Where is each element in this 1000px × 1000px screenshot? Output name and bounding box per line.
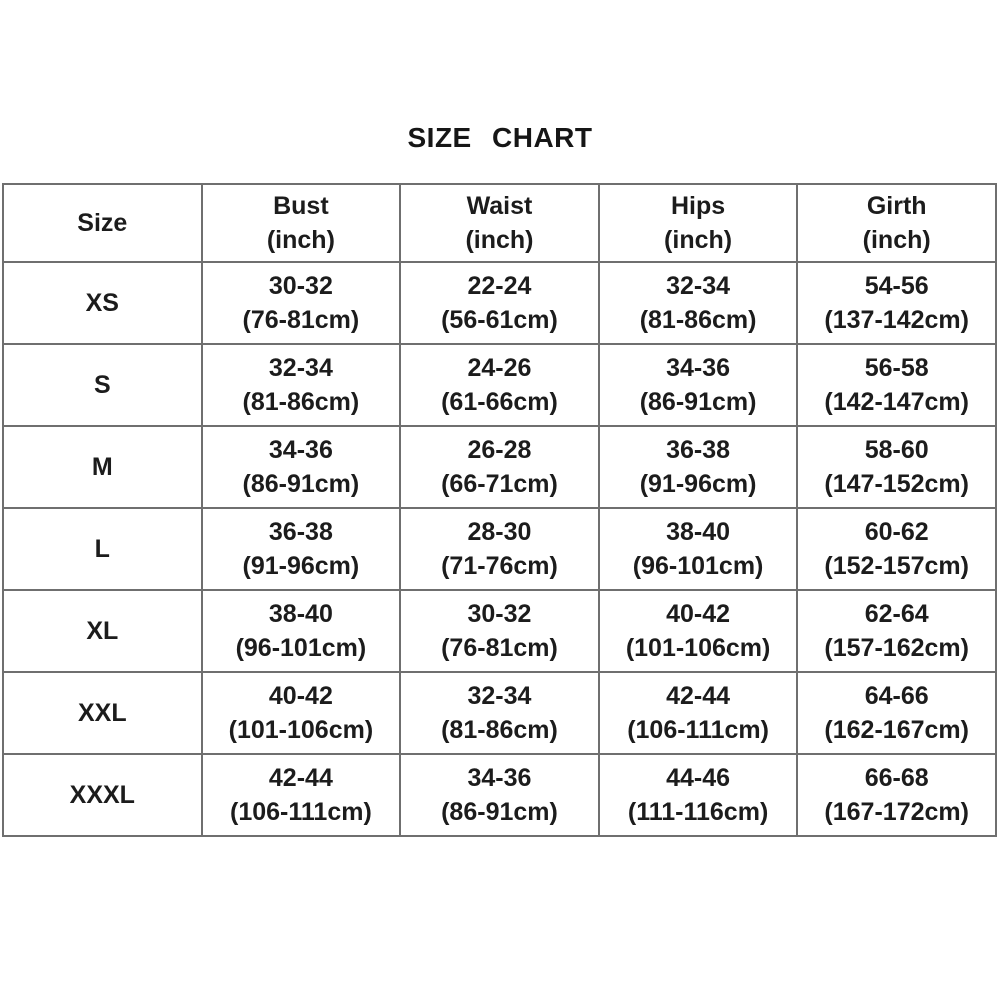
bust-inch-value: 34-36 <box>268 436 333 464</box>
column-header-bust-label: Bust <box>273 192 329 220</box>
waist-cm-value: (71-76cm) <box>441 552 558 580</box>
table-row-s <box>3 344 996 426</box>
hips-cell <box>599 344 798 426</box>
hips-cell <box>599 426 798 508</box>
hips-cm-value: (91-96cm) <box>639 470 757 498</box>
bust-cell <box>202 754 401 836</box>
waist-cm-value: (61-66cm) <box>441 388 558 416</box>
column-header-hips-unit: (inch) <box>664 226 733 254</box>
waist-inch-value: 34-36 <box>467 764 532 792</box>
table-body <box>3 262 996 836</box>
waist-cell <box>400 344 599 426</box>
girth-cm-value: (142-147cm) <box>824 388 969 416</box>
bust-cm-value: (91-96cm) <box>242 552 360 580</box>
hips-inch-value: 36-38 <box>666 436 731 464</box>
size-cell <box>3 508 202 590</box>
girth-cell <box>797 344 996 426</box>
table-row-xxxl <box>3 754 996 836</box>
girth-cm-value: (152-157cm) <box>824 552 969 580</box>
hips-cm-value: (81-86cm) <box>639 306 757 334</box>
size-label: XS <box>85 289 119 317</box>
size-label: XXL <box>77 699 127 727</box>
hips-inch-value: 32-34 <box>666 272 731 300</box>
column-header-bust <box>202 184 401 262</box>
girth-cm-value: (157-162cm) <box>824 634 969 662</box>
bust-cell <box>202 508 401 590</box>
table-header <box>3 184 996 262</box>
girth-cm-value: (167-172cm) <box>824 798 969 826</box>
table-row-xl <box>3 590 996 672</box>
waist-cm-value: (86-91cm) <box>441 798 558 826</box>
bust-cm-value: (101-106cm) <box>228 716 374 744</box>
bust-cm-value: (106-111cm) <box>230 798 372 826</box>
waist-inch-value: 30-32 <box>467 600 532 628</box>
table-row-xxl <box>3 672 996 754</box>
column-header-waist-label: Waist <box>466 192 533 220</box>
hips-inch-value: 38-40 <box>666 518 731 546</box>
column-header-girth-label: Girth <box>866 192 927 220</box>
size-label: XL <box>86 617 119 645</box>
waist-cell <box>400 426 599 508</box>
bust-inch-value: 42-44 <box>268 764 333 792</box>
waist-cell <box>400 590 599 672</box>
size-label: M <box>91 453 113 481</box>
hips-cell <box>599 590 798 672</box>
hips-cell <box>599 262 798 344</box>
table-row-xs <box>3 262 996 344</box>
hips-cell <box>599 508 798 590</box>
hips-cm-value: (111-116cm) <box>627 798 769 826</box>
size-cell <box>3 344 202 426</box>
waist-inch-value: 32-34 <box>467 682 532 710</box>
bust-cm-value: (96-101cm) <box>235 634 367 662</box>
size-cell <box>3 754 202 836</box>
size-cell <box>3 426 202 508</box>
waist-cell <box>400 672 599 754</box>
bust-cell <box>202 426 401 508</box>
size-chart-table <box>2 183 997 837</box>
bust-inch-value: 32-34 <box>268 354 333 382</box>
girth-cell <box>797 426 996 508</box>
waist-cm-value: (66-71cm) <box>441 470 558 498</box>
girth-inch-value: 66-68 <box>864 764 929 792</box>
bust-cm-value: (86-91cm) <box>242 470 360 498</box>
hips-cm-value: (106-111cm) <box>627 716 769 744</box>
hips-inch-value: 34-36 <box>666 354 731 382</box>
girth-inch-value: 60-62 <box>864 518 929 546</box>
girth-inch-value: 56-58 <box>864 354 929 382</box>
girth-cm-value: (162-167cm) <box>824 716 969 744</box>
hips-cell <box>599 754 798 836</box>
hips-inch-value: 44-46 <box>666 764 731 792</box>
waist-cm-value: (56-61cm) <box>441 306 558 334</box>
column-header-size-label: Size <box>77 209 128 237</box>
hips-cell <box>599 672 798 754</box>
girth-cell <box>797 672 996 754</box>
bust-inch-value: 40-42 <box>268 682 333 710</box>
table-row-m <box>3 426 996 508</box>
table-row-l <box>3 508 996 590</box>
girth-cell <box>797 754 996 836</box>
bust-inch-value: 36-38 <box>268 518 333 546</box>
size-cell <box>3 590 202 672</box>
bust-cell <box>202 672 401 754</box>
girth-inch-value: 54-56 <box>864 272 929 300</box>
table-header-row <box>3 184 996 262</box>
size-label: L <box>94 535 110 563</box>
girth-cell <box>797 508 996 590</box>
column-header-girth-unit: (inch) <box>862 226 931 254</box>
waist-cell <box>400 508 599 590</box>
hips-inch-value: 40-42 <box>666 600 731 628</box>
size-label: S <box>93 371 111 399</box>
hips-cm-value: (86-91cm) <box>639 388 757 416</box>
girth-inch-value: 58-60 <box>864 436 929 464</box>
page-title: SIZE CHART <box>407 122 593 153</box>
bust-cell <box>202 344 401 426</box>
hips-cm-value: (101-106cm) <box>625 634 771 662</box>
waist-cm-value: (76-81cm) <box>441 634 558 662</box>
waist-inch-value: 24-26 <box>467 354 532 382</box>
hips-inch-value: 42-44 <box>666 682 731 710</box>
girth-cell <box>797 590 996 672</box>
waist-inch-value: 28-30 <box>467 518 532 546</box>
girth-cell <box>797 262 996 344</box>
column-header-hips <box>599 184 798 262</box>
bust-cell <box>202 262 401 344</box>
bust-cm-value: (76-81cm) <box>242 306 360 334</box>
waist-cell <box>400 754 599 836</box>
waist-inch-value: 22-24 <box>467 272 532 300</box>
size-label: XXXL <box>69 781 135 809</box>
column-header-waist-unit: (inch) <box>465 226 534 254</box>
bust-inch-value: 38-40 <box>268 600 333 628</box>
column-header-size <box>3 184 202 262</box>
column-header-waist <box>400 184 599 262</box>
girth-cm-value: (137-142cm) <box>824 306 969 334</box>
girth-inch-value: 64-66 <box>864 682 929 710</box>
column-header-bust-unit: (inch) <box>266 226 335 254</box>
girth-inch-value: 62-64 <box>864 600 929 628</box>
hips-cm-value: (96-101cm) <box>632 552 764 580</box>
waist-inch-value: 26-28 <box>467 436 532 464</box>
bust-cm-value: (81-86cm) <box>242 388 360 416</box>
waist-cell <box>400 262 599 344</box>
column-header-hips-label: Hips <box>670 192 726 220</box>
bust-inch-value: 30-32 <box>268 272 333 300</box>
bust-cell <box>202 590 401 672</box>
girth-cm-value: (147-152cm) <box>824 470 969 498</box>
size-cell <box>3 262 202 344</box>
waist-cm-value: (81-86cm) <box>441 716 558 744</box>
column-header-girth <box>797 184 996 262</box>
size-cell <box>3 672 202 754</box>
